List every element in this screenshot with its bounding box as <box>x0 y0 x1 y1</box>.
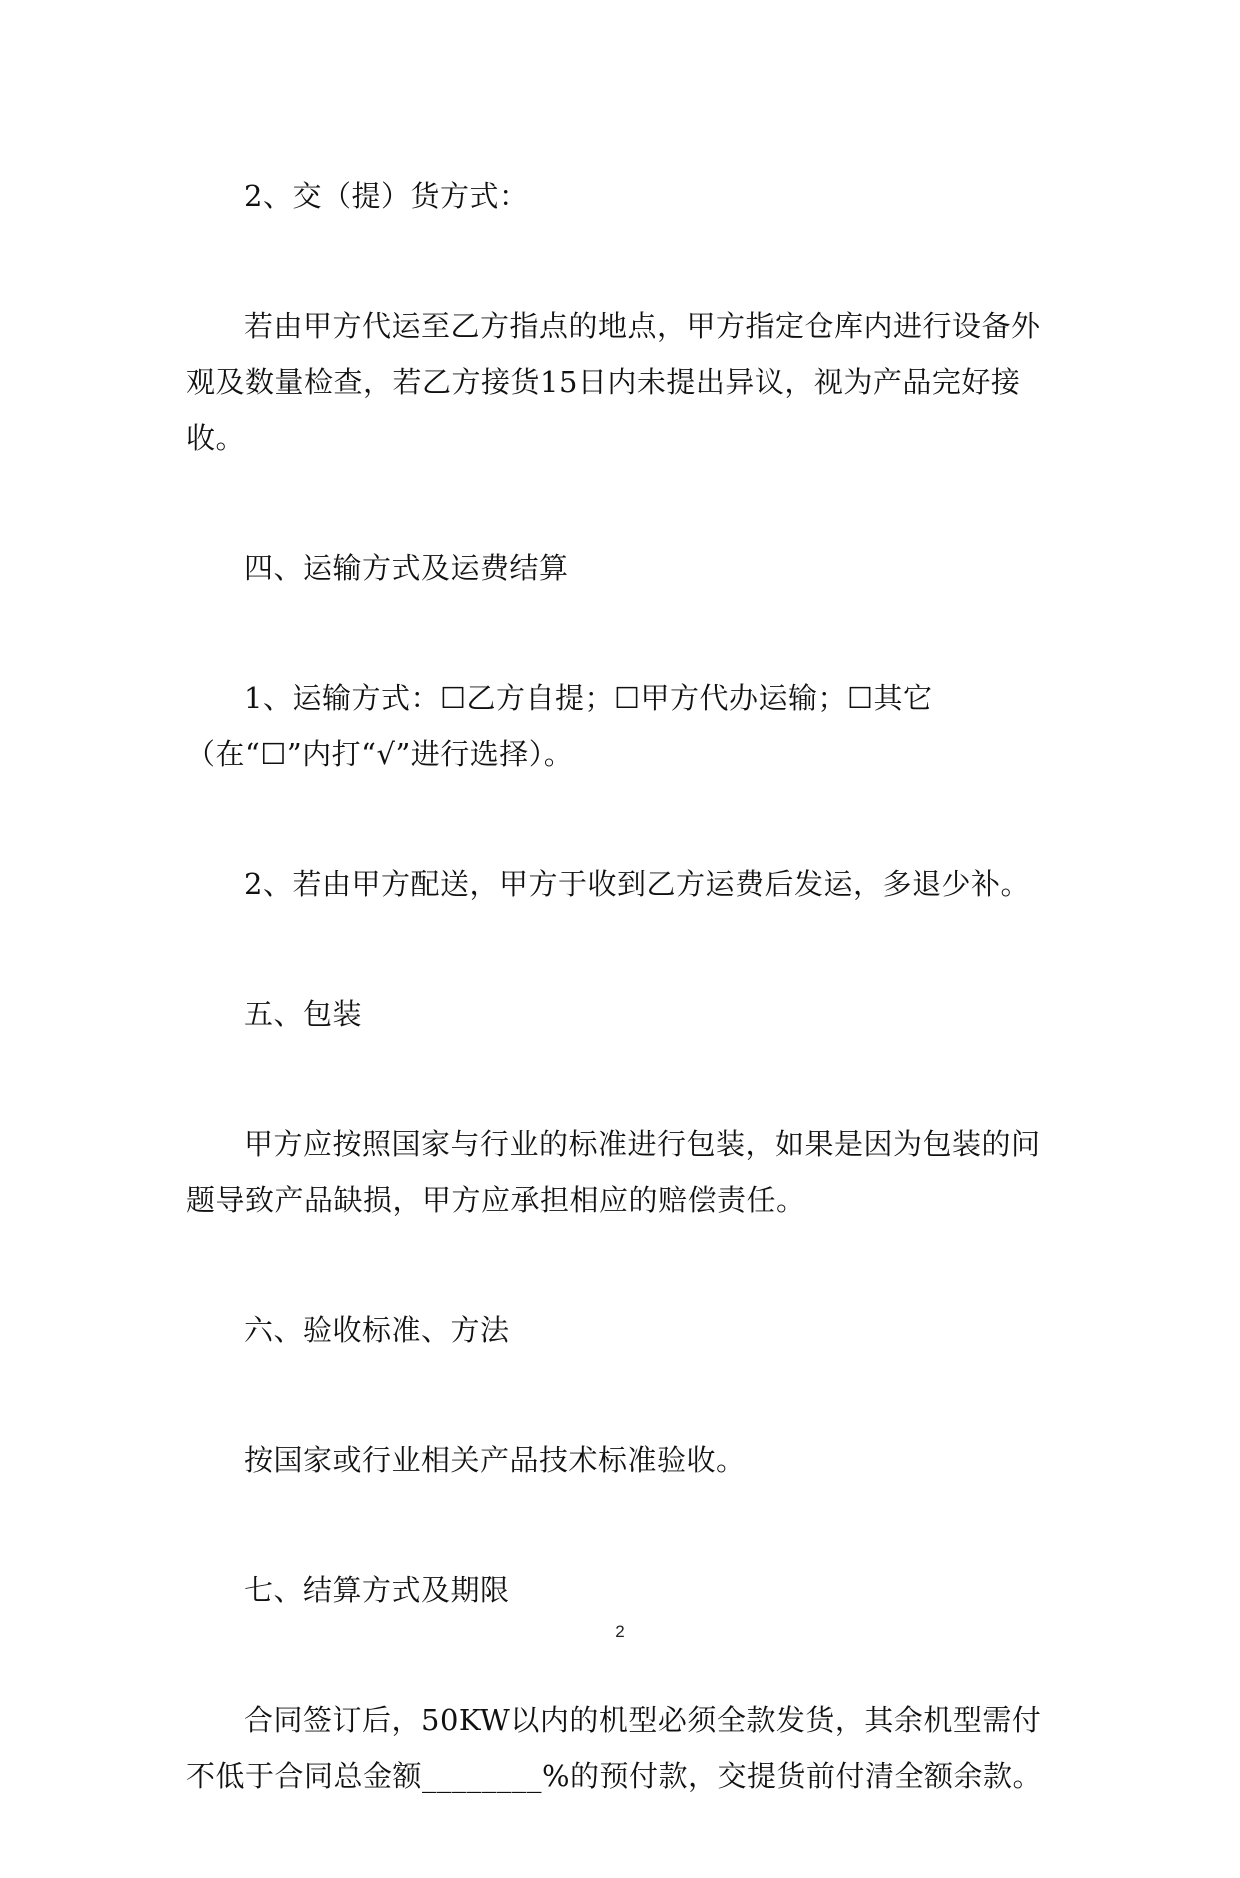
delivery-method-heading: 2、交（提）货方式： <box>244 179 529 213</box>
section-five-heading: 五、包装 <box>244 997 363 1031</box>
transport-options-paragraph: 1、运输方式：☐乙方自提；☐甲方代办运输；☐其它（在“☐”内打“√”进行选择）。 <box>186 681 933 771</box>
delivery-fee-paragraph: 2、若由甲方配送，甲方于收到乙方运费后发运，多退少补。 <box>244 867 1030 901</box>
acceptance-paragraph: 按国家或行业相关产品技术标准验收。 <box>244 1443 746 1477</box>
page-number: 2 <box>615 1622 625 1641</box>
packaging-paragraph: 甲方应按照国家与行业的标准进行包装，如果是因为包装的问题导致产品缺损，甲方应承担相应的赔偿责任。 <box>186 1127 1041 1217</box>
delivery-method-paragraph: 若由甲方代运至乙方指点的地点，甲方指定仓库内进行设备外观及数量检查，若乙方接货15日内未提出异议，视为产品完好接收。 <box>186 309 1041 455</box>
section-six-heading: 六、验收标准、方法 <box>244 1313 510 1347</box>
settlement-paragraph: 合同签订后，50KW以内的机型必须全款发货，其余机型需付不低于合同总金额________%的预付款，交提货前付清全额余款。 <box>186 1703 1043 1793</box>
section-seven-heading: 七、结算方式及期限 <box>244 1573 510 1607</box>
section-four-heading: 四、运输方式及运费结算 <box>244 551 569 585</box>
